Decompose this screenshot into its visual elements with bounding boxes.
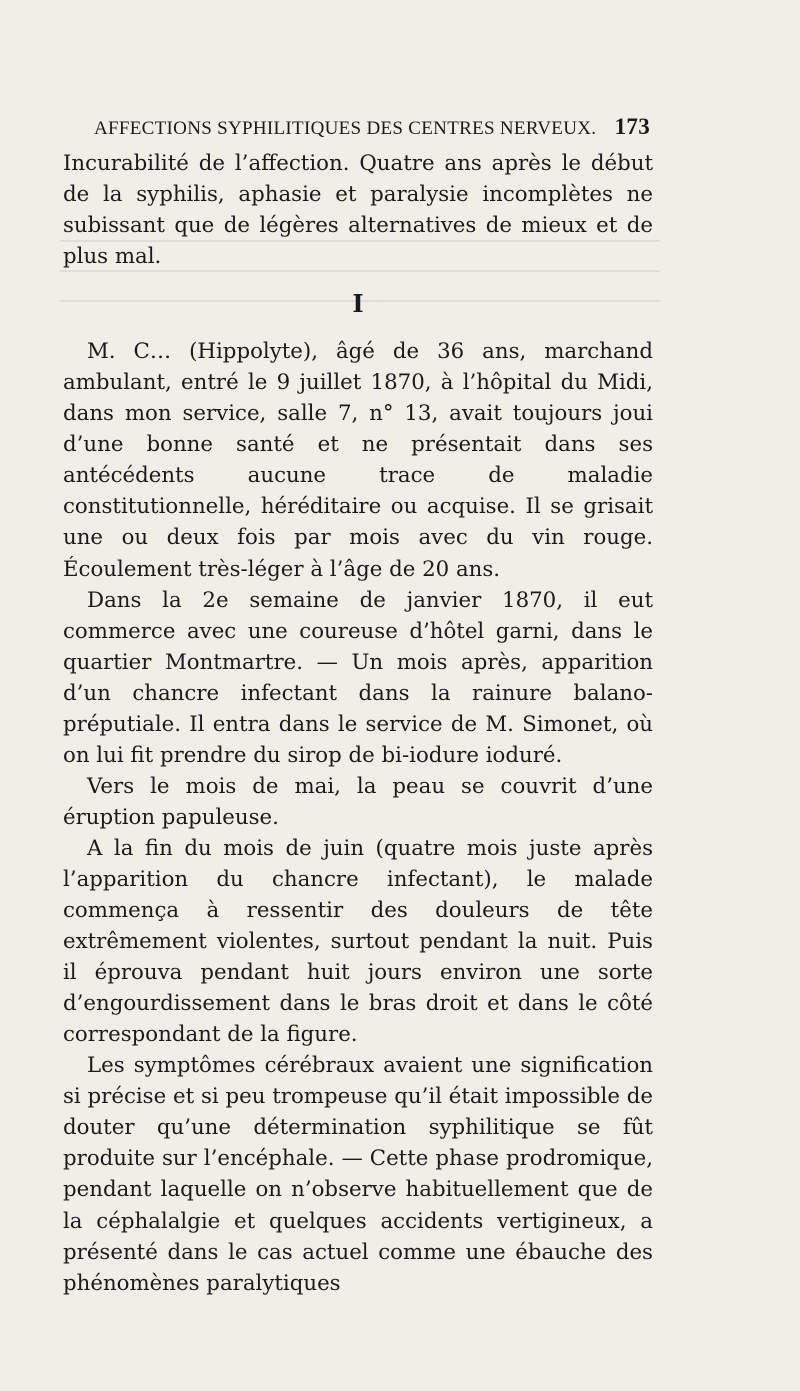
intro-paragraph: Incurabilité de l’affection. Quatre ans après le début de la syphilis, aphasie et paralysie incomplètes ne subissant que de légères alternatives de mieux et de plus mal. [63, 151, 653, 270]
paragraph-1: M. C… (Hippolyte), âgé de 36 ans, marchand ambulant, entré le 9 juillet 1870, à l’hôpital du Midi, dans mon service, salle 7, n° 13, avait toujours joui d’une bonne santé et ne présentait dans ses antécédents aucune trace de maladie constitutionnelle, héréditaire ou acquise. Il se grisait une ou deux fois par mois avec du vin rouge. Écoulement très-léger à l’âge de 20 ans. [63, 339, 653, 582]
page-number: 173 [614, 114, 650, 139]
running-title: AFFECTIONS SYPHILITIQUES DES CENTRES NERVEUX. [94, 118, 597, 139]
paragraph-5: Les symptômes cérébraux avaient une signification si précise et si peu trompeuse qu’il était impossible de douter qu’une détermination syphilitique se fût produite sur l’encéphale. — Cette phase prodromique, pendant laquelle on n’observe habituellement que de la céphalalgie et quelques accidents vertigineux, a présenté dans le cas actuel comme une ébauche des phénomènes paralytiques [63, 1053, 653, 1296]
paragraph-3: Vers le mois de mai, la peau se couvrit d’une éruption papuleuse. [63, 773, 653, 830]
paragraph-2: Dans la 2e semaine de janvier 1870, il eut commerce avec une coureuse d’hôtel garni, dans le quartier Montmartre. — Un mois après, apparition d’un chancre infectant dans la rainure balano-préputiale. Il entra dans le service de M. Simonet, où on lui fit prendre du sirop de bi-iodure ioduré. [63, 587, 653, 768]
section-number: I [352, 289, 364, 319]
paragraph-4: A la fin du mois de juin (quatre mois juste après l’apparition du chancre infectant), le malade commença à ressentir des douleurs de tête extrêmement violentes, surtout pendant la nuit. Puis il éprouva pendant huit jours environ une sorte d’engourdissement dans le bras droit et dans le côté correspondant de la figure. [63, 835, 653, 1048]
running-header [94, 114, 650, 140]
page-body [63, 148, 653, 1299]
